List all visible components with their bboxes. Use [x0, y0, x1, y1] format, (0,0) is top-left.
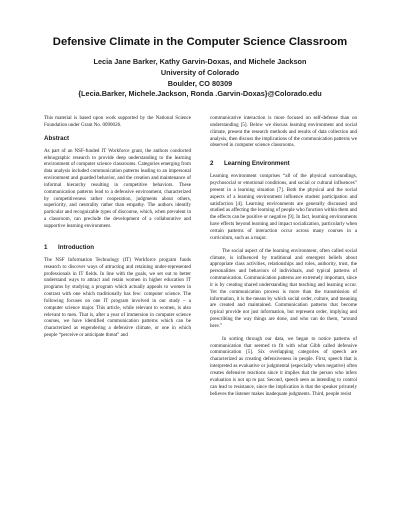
- abstract-text: As part of an NSF-funded IT Workforce grant, the authors conducted ethnographic research to provide deep understanding to the learning environment of computer science classrooms. Categories emerging from data analysis included communication patterns leading to an impersonal environment and guarded behavior, and the creation and maintenance of informal hierarchy resulting in competitive behaviors. These communication patterns lead to a defensive environment, characterized by competitiveness rather cooperation, judgments about others, superiority, and neutrality rather than empathy. The authors identify particular and recognizable types of discourse, which, when prevalent in a classroom, can preclude the development of a collaborative and supportive learning environment.: [44, 147, 191, 229]
- section-2-number: 2: [210, 160, 214, 168]
- funding-note: This material is based upon work supported by the National Science Foundation under Grant No. 0090026.: [44, 115, 191, 128]
- section-1-heading: [44, 244, 191, 252]
- right-para-4: In sorting through our data, we began to notice patterns of communication that seemed to fit with what Gibb called defensive communication [5]. Six overlapping categories of speech are characterized as creating defensiveness in people. First, speech that is interpreted as evaluative or judgmental (especially when negative) often creates defensive reactions since it implies that the person who infers evaluation is not up to par. Second, speech seen as intending to control can lead to resistance, since the implication is that the speaker privately believes the listener makes inadequate judgments. Third, people resist: [210, 335, 357, 397]
- section-1-text: The NSF Information Technology (IT) Workforce program funds research to discover ways of attracting and retaining under-represented professionals in IT fields. In line with the goals, we set out to better understand ways to attract and retain women in higher education IT programs by studying a program which actually appeals to women in contrast with one which traditionally has few: computer science. The following focuses on one IT program involved in our study – a computer science major. This article, while relevant to women, is also relevant to men. That is, after a year of immersion in computer science courses, we have identified communication patterns which can be characterized as engendering a defensive climate, or one in which people “perceive or anticipate threat” and: [44, 256, 191, 339]
- section-1-number: 1: [44, 243, 48, 251]
- right-para-2: Learning environment comprises “all of the physical surroundings, psychosocial or emotional conditions, and social or cultural influences” present in a learning situation [7]. Both the physical and the social aspects of a learning environment influence student participation and satisfaction [4]. Learning environments are generally discussed and studied as affecting the learning of people who function within them and the effects can be positive or negative [9]. In fact, learning environments have effects beyond learning and impact socialization, particularly when certain patterns of interaction occur across many courses in a curriculum, such as a major.: [210, 173, 357, 241]
- abstract-heading: Abstract: [44, 134, 70, 142]
- section-1-title: Introduction: [58, 243, 95, 251]
- paper-title: Defensive Climate in the Computer Science Classroom: [52, 36, 348, 48]
- section-2-title: Learning Environment: [224, 160, 290, 168]
- left-column: [44, 115, 191, 345]
- affiliation: University of Colorado: [160, 67, 240, 77]
- right-para-1: communicative interaction is more focused on self-defense than on understanding [5]. Below we discuss learning environment and social climate, present the research methods and results of data collection and analysis, then discuss the implications of the communication patterns we observed in computer science classrooms.: [210, 115, 357, 149]
- right-para-3: The social aspect of the learning environment, often called social climate, is influenced by traditional and emergent beliefs about appropriate class activities, relationships and roles, authority, trust, the personalities and behaviors of individuals, and typical patterns of communication. Communication patterns are extremely important, since it is by creating shared understanding that teaching and learning occur. Yet the communication process is more than the transmission of information, it is the means by which social order, culture, and meaning are created and maintained. Communication patterns that become typical provide not just information, but represent order, implying and prescribing the way things are done, and who can do them, “around here.”: [210, 247, 357, 329]
- author-names: Lecia Jane Barker, Kathy Garvin-Doxas, and Michele Jackson: [93, 57, 307, 66]
- address: Boulder, CO 80309: [167, 78, 233, 88]
- section-2-heading: [210, 160, 357, 168]
- author-block: [0, 57, 400, 100]
- right-column: [210, 115, 357, 403]
- author-emails: {Lecia.Barker, Michele.Jackson, Ronda .Garvin-Doxas}@Colorado.edu: [78, 89, 322, 99]
